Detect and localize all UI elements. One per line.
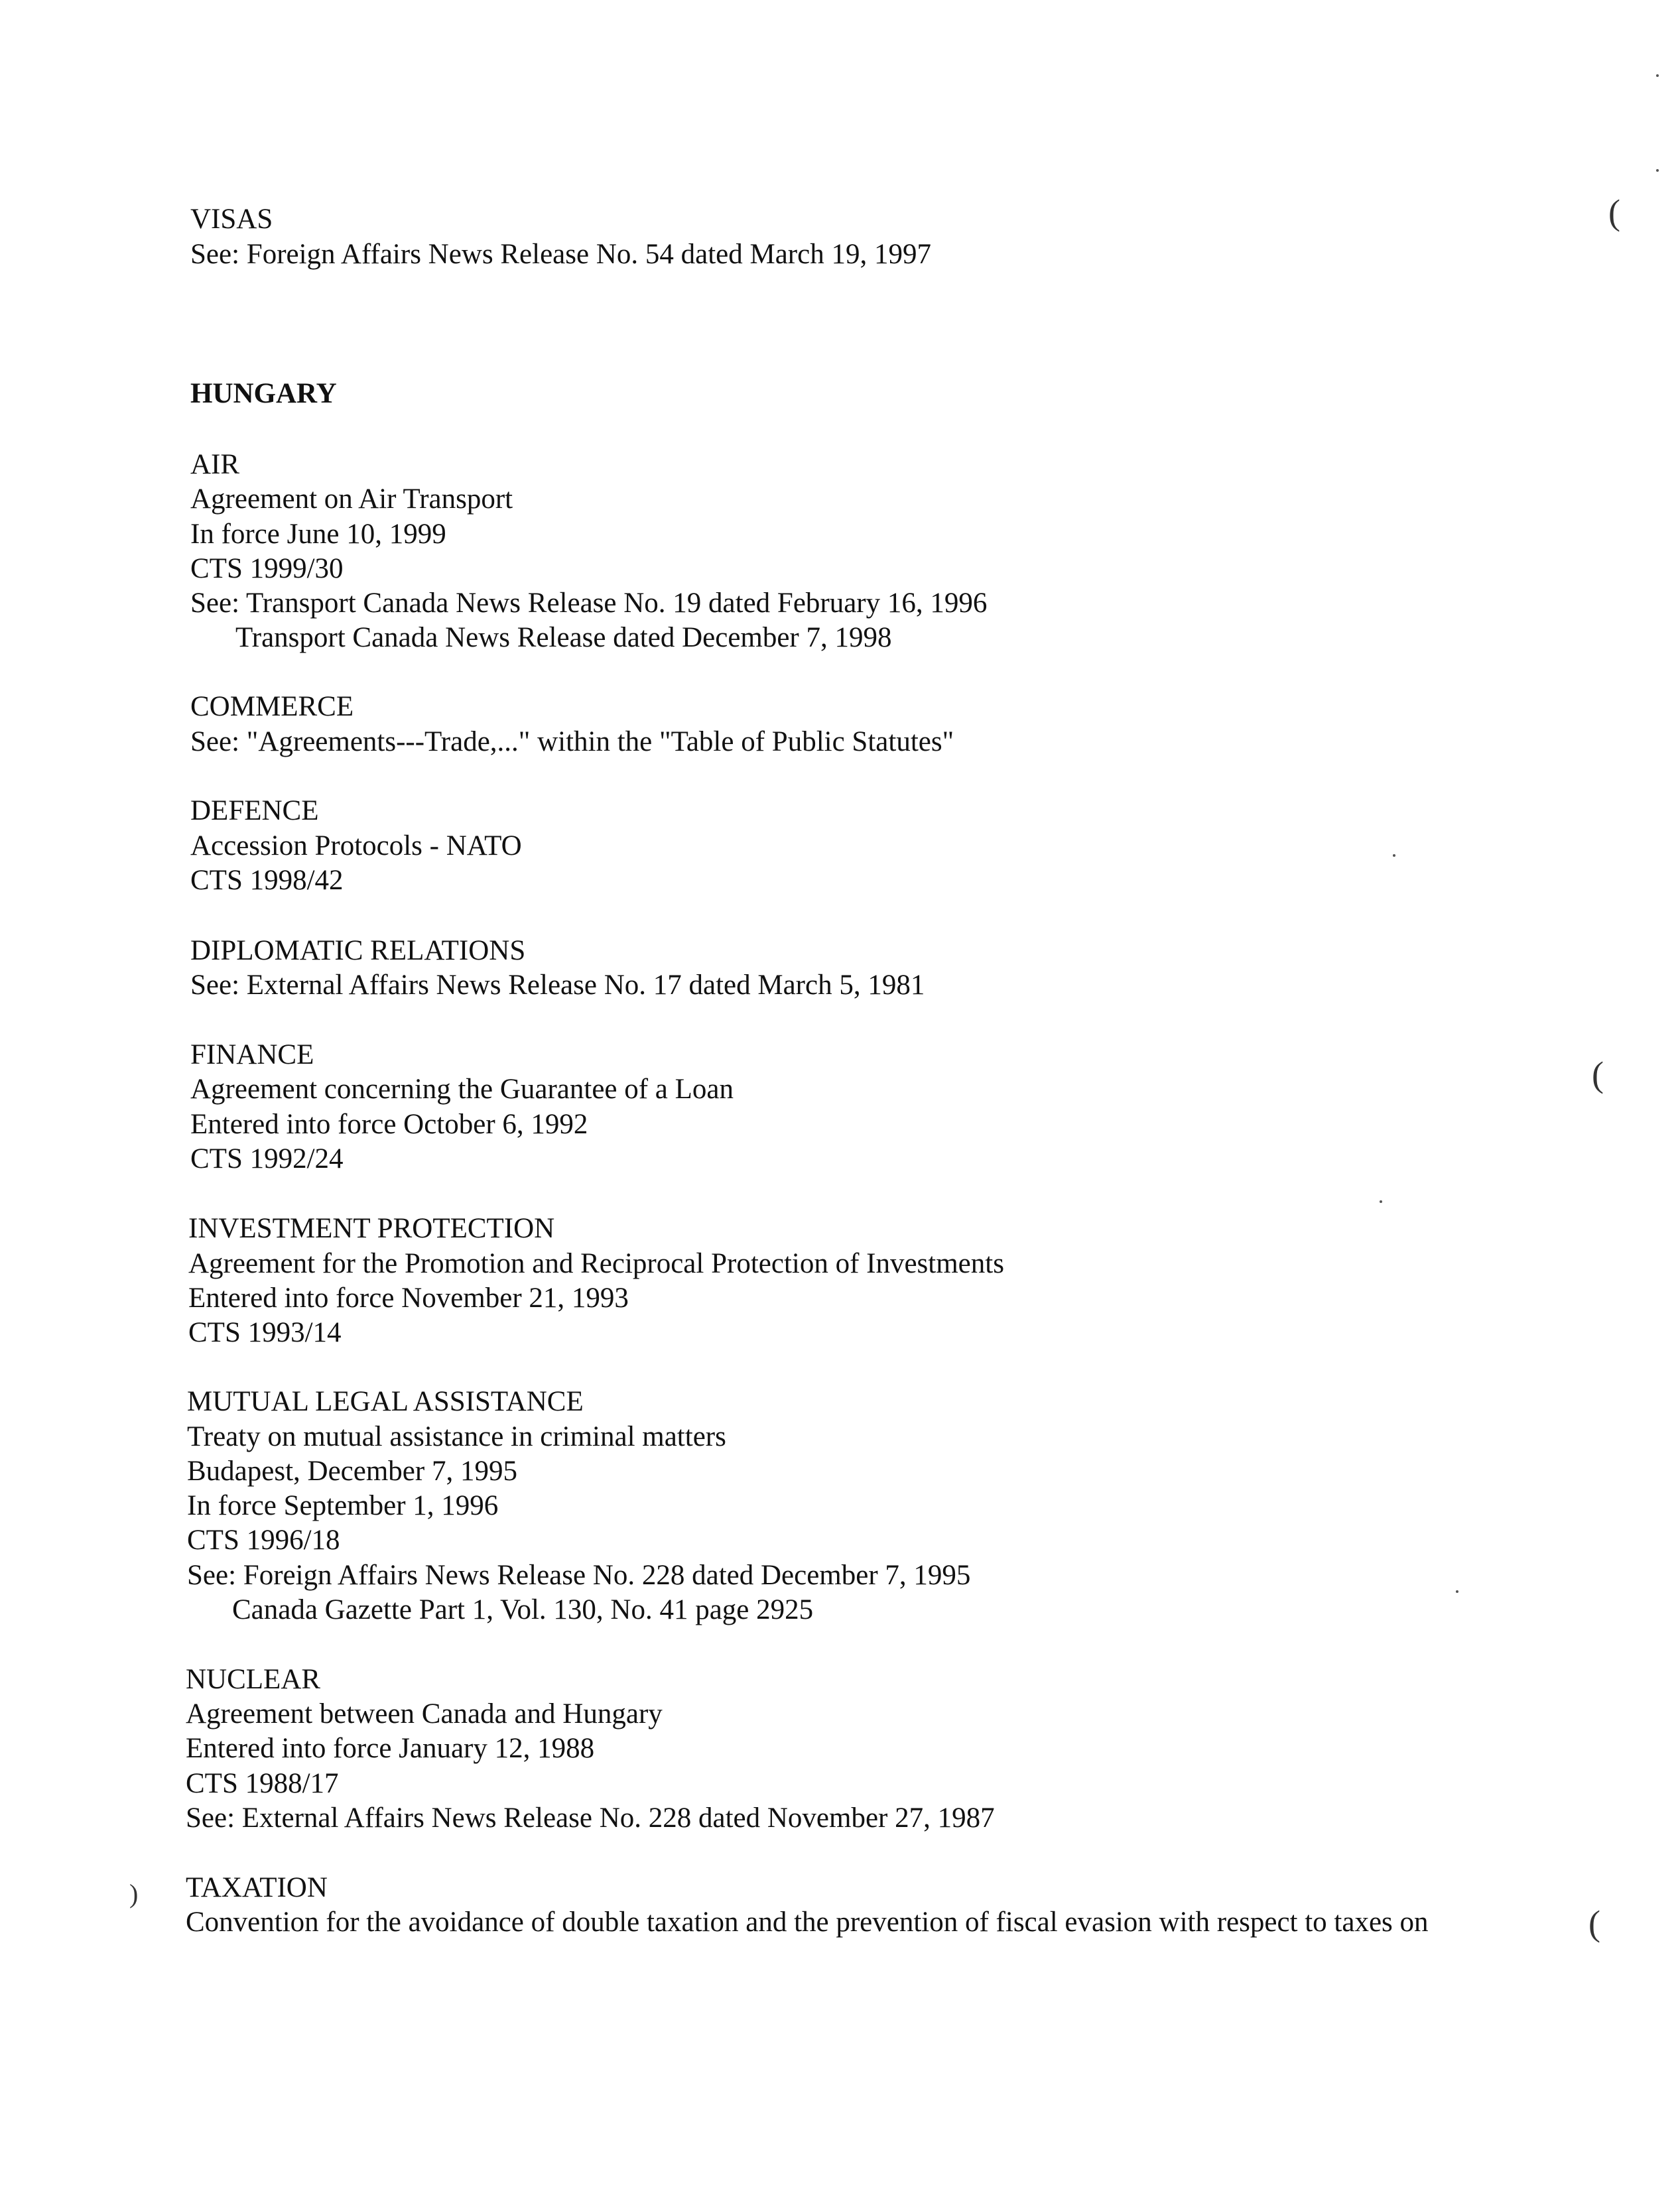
investment-line: Entered into force November 21, 1993 bbox=[188, 1283, 629, 1314]
nuclear-heading: NUCLEAR bbox=[186, 1664, 321, 1695]
investment-line: CTS 1993/14 bbox=[188, 1317, 342, 1348]
air-line: In force June 10, 1999 bbox=[190, 519, 446, 550]
scan-speck bbox=[1656, 169, 1659, 172]
scan-speck bbox=[1656, 74, 1659, 77]
diplomatic-see-line: See: External Affairs News Release No. 17 dated March 5, 1981 bbox=[190, 970, 925, 1001]
defence-line: Accession Protocols - NATO bbox=[190, 830, 522, 861]
nuclear-line: Entered into force January 12, 1988 bbox=[186, 1733, 595, 1764]
nuclear-line: See: External Affairs News Release No. 228 dated November 27, 1987 bbox=[186, 1802, 995, 1834]
visas-heading: VISAS bbox=[190, 204, 273, 235]
margin-paren-mark: ( bbox=[1592, 1054, 1604, 1094]
margin-paren-mark: ( bbox=[1608, 192, 1620, 232]
mutual-line: Treaty on mutual assistance in criminal matters bbox=[187, 1421, 726, 1452]
finance-line: Agreement concerning the Guarantee of a Loan bbox=[190, 1074, 734, 1105]
defence-line: CTS 1998/42 bbox=[190, 865, 344, 896]
defence-heading: DEFENCE bbox=[190, 795, 319, 826]
mutual-line: Canada Gazette Part 1, Vol. 130, No. 41 page 2925 bbox=[232, 1594, 814, 1625]
commerce-heading: COMMERCE bbox=[190, 691, 354, 722]
margin-paren-mark: ) bbox=[129, 1879, 139, 1909]
margin-paren-mark: ( bbox=[1588, 1903, 1600, 1943]
investment-heading: INVESTMENT PROTECTION bbox=[188, 1213, 555, 1244]
air-line: Agreement on Air Transport bbox=[190, 483, 513, 515]
taxation-heading: TAXATION bbox=[186, 1872, 328, 1903]
finance-line: CTS 1992/24 bbox=[190, 1143, 344, 1174]
air-line: CTS 1999/30 bbox=[190, 553, 344, 584]
mutual-line: See: Foreign Affairs News Release No. 228 dated December 7, 1995 bbox=[187, 1560, 971, 1591]
mutual-line: CTS 1996/18 bbox=[187, 1525, 340, 1556]
scan-speck bbox=[1456, 1590, 1458, 1593]
visas-see-line: See: Foreign Affairs News Release No. 54 dated March 19, 1997 bbox=[190, 239, 931, 270]
country-heading: HUNGARY bbox=[190, 378, 337, 409]
mutual-line: In force September 1, 1996 bbox=[187, 1490, 499, 1521]
air-line: See: Transport Canada News Release No. 19 dated February 16, 1996 bbox=[190, 588, 988, 619]
scan-speck bbox=[1380, 1200, 1382, 1203]
air-heading: AIR bbox=[190, 449, 240, 480]
mutual-heading: MUTUAL LEGAL ASSISTANCE bbox=[187, 1386, 584, 1417]
mutual-line: Budapest, December 7, 1995 bbox=[187, 1456, 517, 1487]
taxation-line: Convention for the avoidance of double taxation and the prevention of fiscal evasion with respect to taxes on bbox=[186, 1907, 1429, 1938]
air-line: Transport Canada News Release dated December 7, 1998 bbox=[235, 622, 892, 653]
commerce-see-line: See: "Agreements---Trade,..." within the "Table of Public Statutes" bbox=[190, 726, 954, 757]
scan-speck bbox=[1393, 854, 1395, 857]
diplomatic-heading: DIPLOMATIC RELATIONS bbox=[190, 935, 526, 966]
finance-line: Entered into force October 6, 1992 bbox=[190, 1109, 588, 1140]
nuclear-line: Agreement between Canada and Hungary bbox=[186, 1698, 663, 1730]
investment-line: Agreement for the Promotion and Reciprocal Protection of Investments bbox=[188, 1248, 1004, 1279]
finance-heading: FINANCE bbox=[190, 1039, 314, 1070]
nuclear-line: CTS 1988/17 bbox=[186, 1768, 339, 1799]
